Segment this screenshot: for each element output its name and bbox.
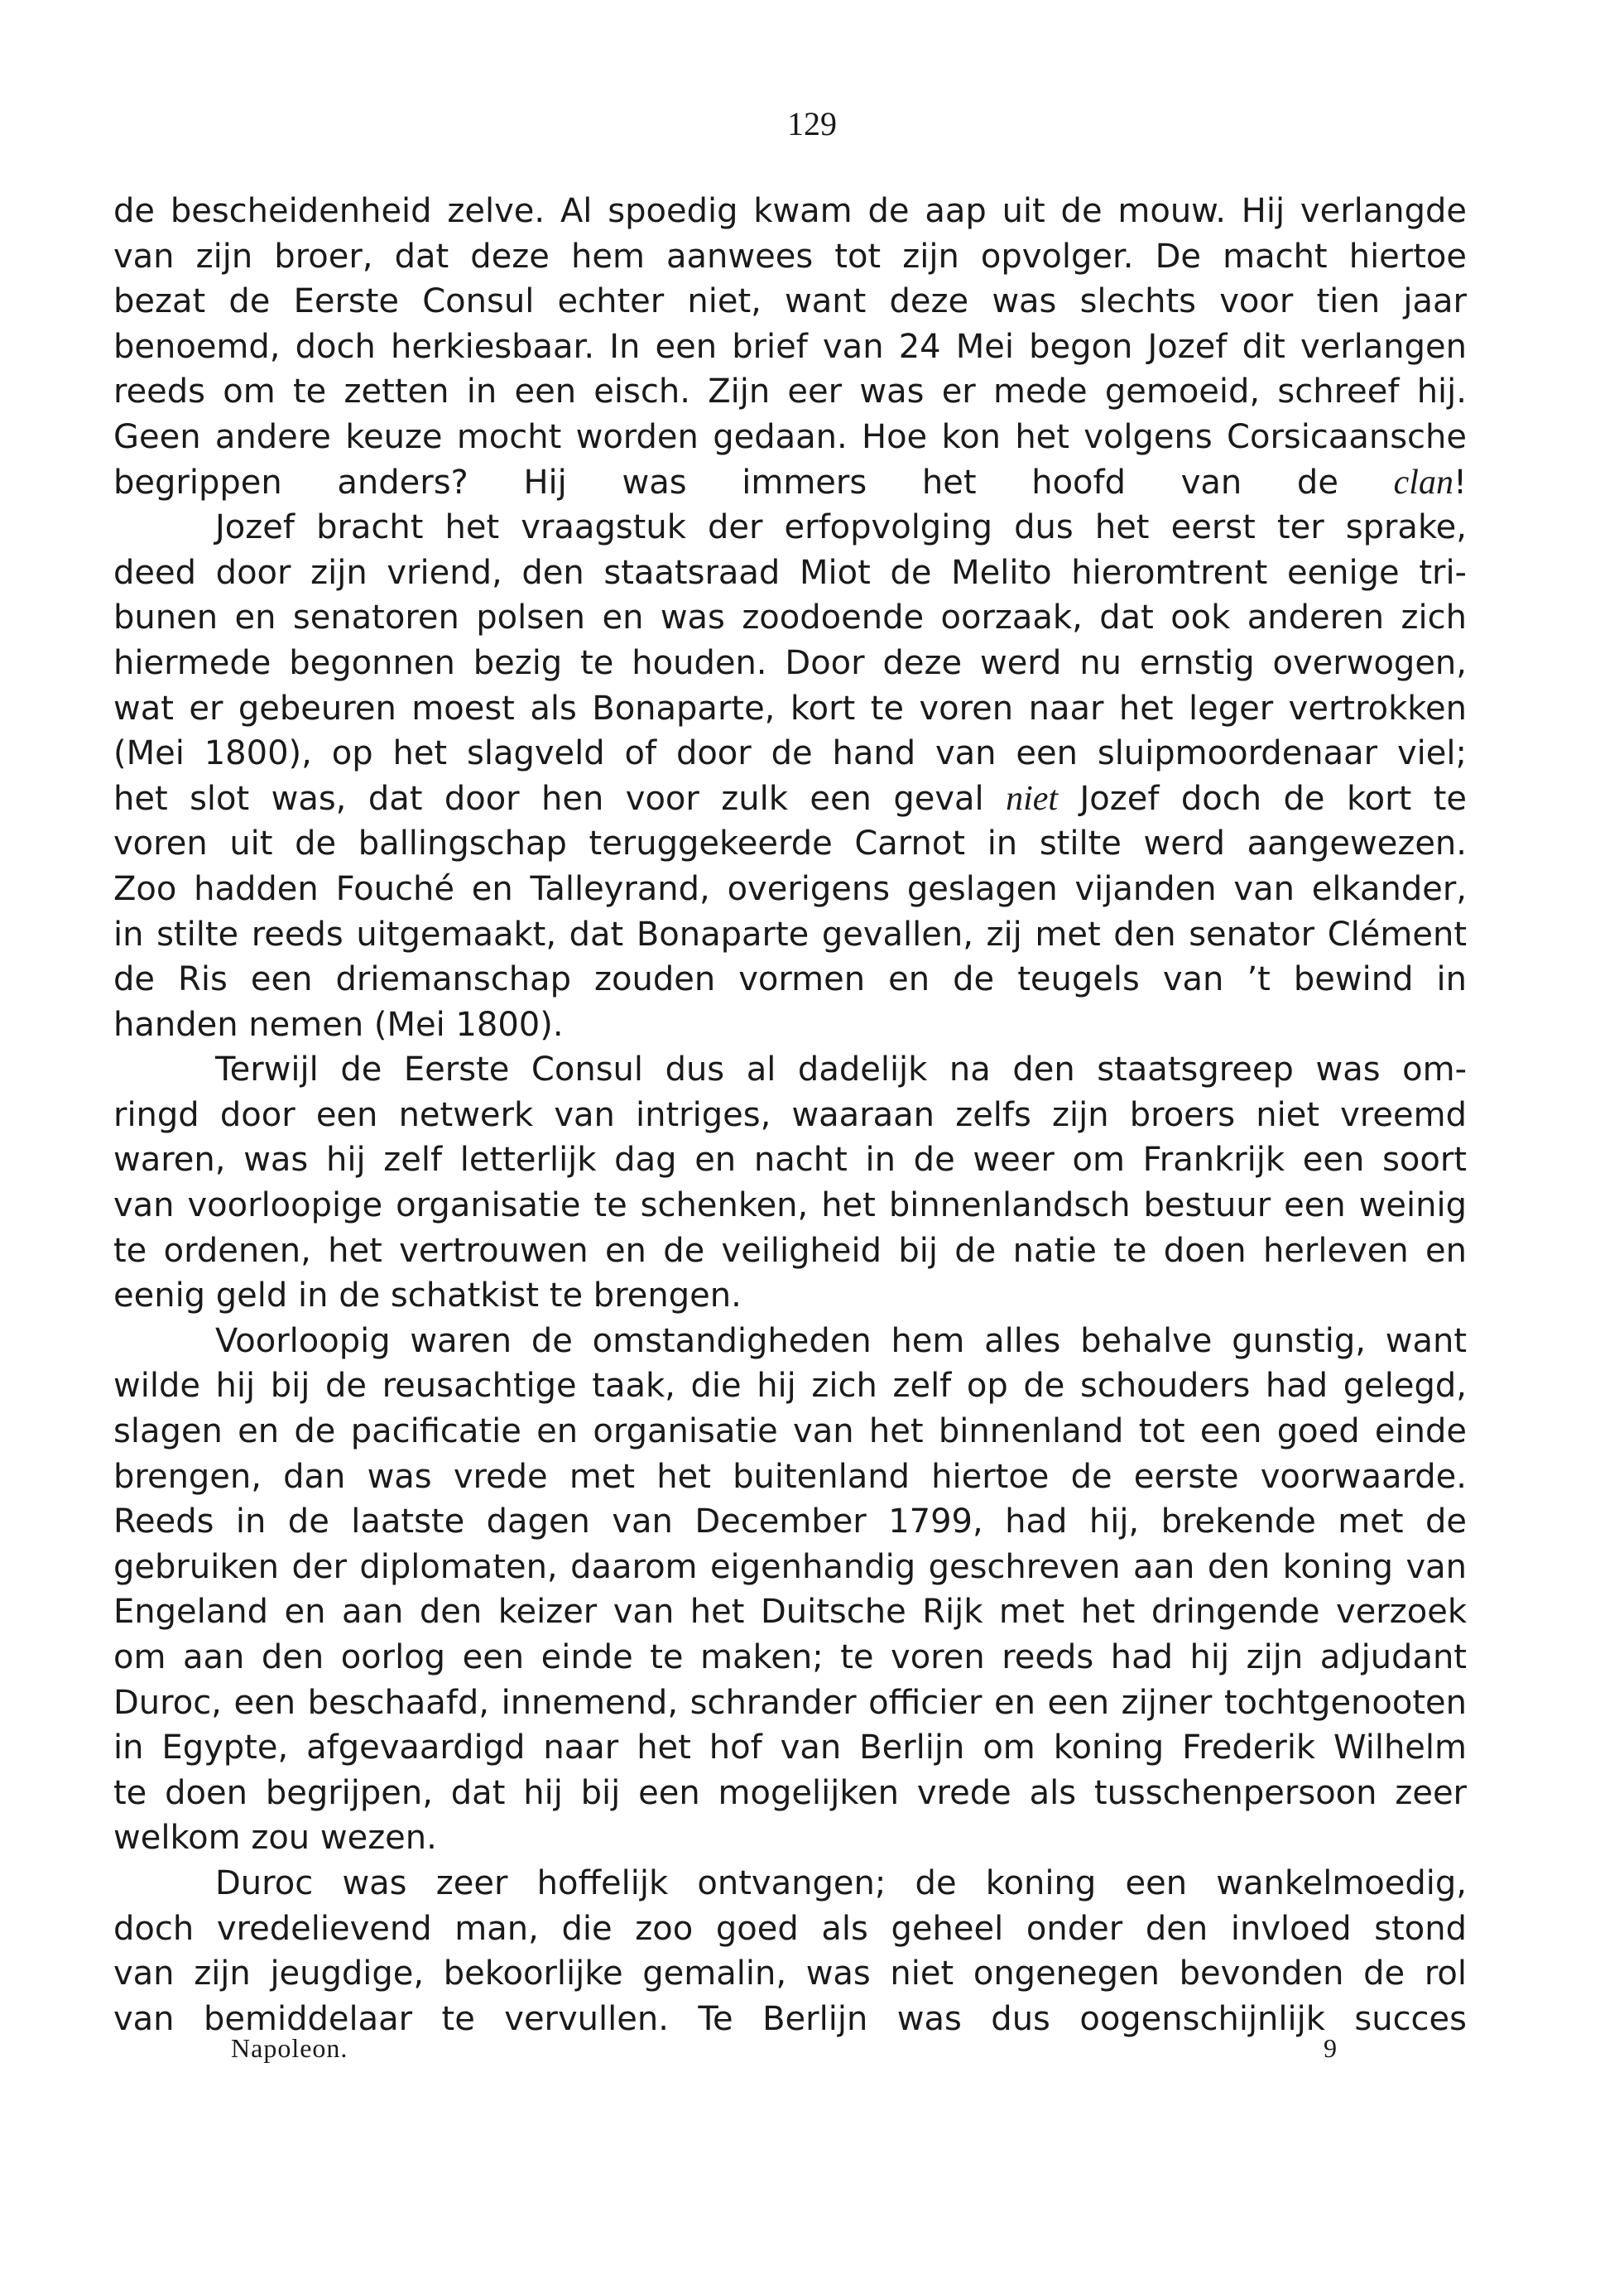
text-line: doch vredelievend man, die zoo goed als geheel onder den invloed stond [113, 1909, 1467, 1948]
text-line: te doen begrijpen, dat hij bij een mogelijken vrede als tusschenpersoon zeer [113, 1773, 1467, 1812]
text-run: Jozef doch de kort te [1058, 779, 1468, 818]
italic-word: clan [1393, 463, 1453, 502]
body-text [113, 189, 1467, 2041]
italic-word: niet [1006, 779, 1059, 818]
paragraph-3 [113, 1047, 1467, 1319]
text-line: Geen andere keuze mocht worden gedaan. Hoe kon het volgens Corsicaansche [113, 417, 1467, 456]
paragraph-2 [113, 505, 1467, 1047]
text-line: te ordenen, het vertrouwen en de veiligheid bij de natie te doen herleven en [113, 1231, 1467, 1270]
text-line: Duroc, een beschaafd, innemend, schrander officier en een zijner tochtgenooten [113, 1683, 1467, 1722]
footer-signature-mark: 9 [1324, 2033, 1337, 2063]
text-line [113, 460, 1467, 506]
paragraph-1 [113, 189, 1467, 505]
text-line: hiermede begonnen bezig te houden. Door deze werd nu ernstig overwogen, [113, 643, 1467, 682]
text-line: van zijn jeugdige, bekoorlijke gemalin, was niet ongenegen bevonden de rol [113, 1954, 1467, 1993]
text-line: de bescheidenheid zelve. Al spoedig kwam de aap uit de mouw. Hij verlangde [113, 192, 1467, 230]
text-line: in Egypte, afgevaardigd naar het hof van Berlijn om koning Frederik Wilhelm [113, 1728, 1467, 1767]
text-line: waren, was hij zelf letterlijk dag en nacht in de weer om Frankrijk een soort [113, 1141, 1467, 1180]
text-line: benoemd, doch herkiesbaar. In een brief van 24 Mei begon Jozef dit verlangen [113, 327, 1467, 366]
text-line: Reeds in de laatste dagen van December 1799, had hij, brekende met de [113, 1503, 1467, 1541]
text-run: het slot was, dat door hen voor zulk een geval [113, 779, 1007, 818]
text-line: Terwijl de Eerste Consul dus al dadelijk na den staatsgreep was om- [215, 1051, 1467, 1089]
text-line: Engeland en aan den keizer van het Duitsche Rijk met het dringende verzoek [113, 1593, 1467, 1632]
text-line: de Ris een driemanschap zouden vormen en de teugels van ’t bewind in [113, 960, 1467, 999]
text-line: bezat de Eerste Consul echter niet, want deze was slechts voor tien jaar [113, 282, 1467, 321]
text-line: Jozef bracht het vraagstuk der erfopvolging dus het eerst ter sprake, [215, 508, 1467, 547]
text-line: wilde hij bij de reusachtige taak, die hij zich zelf op de schouders had gelegd, [113, 1367, 1467, 1406]
text-line [113, 776, 1467, 822]
text-line: eenig geld in de schatkist te brengen. [113, 1277, 742, 1315]
text-line: Duroc was zeer hoffelijk ontvangen; de koning een wankelmoedig, [215, 1863, 1467, 1902]
text-line: van voorloopige organisatie te schenken, het binnenlandsch bestuur een weinig [113, 1186, 1467, 1225]
text-line: van bemiddelaar te vervullen. Te Berlijn was dus oogenschijnlijk succes [113, 1999, 1467, 2038]
text-line: voren uit de ballingschap teruggekeerde Carnot in stilte werd aangewezen. [113, 825, 1467, 863]
page-number: 129 [787, 105, 837, 142]
text-line: bunen en senatoren polsen en was zoodoende oorzaak, dat ook anderen zich [113, 599, 1467, 637]
text-line: deed door zijn vriend, den staatsraad Miot de Melito hieromtrent eenige tri- [113, 553, 1467, 592]
text-line: wat er gebeuren moest als Bonaparte, kort te voren naar het leger vertrokken [113, 689, 1467, 728]
text-line: handen nemen (Mei 1800). [113, 1005, 564, 1044]
text-run: begrippen anders? Hij was immers het hoofd van de [113, 463, 1394, 502]
text-line: Voorloopig waren de omstandigheden hem alles behalve gunstig, want [215, 1321, 1467, 1360]
text-run: ! [1453, 463, 1467, 502]
text-line: om aan den oorlog een einde te maken; te voren reeds had hij zijn adjudant [113, 1638, 1467, 1676]
text-line: ringd door een netwerk van intriges, waaraan zelfs zijn broers niet vreemd [113, 1095, 1467, 1134]
text-line: (Mei 1800), op het slagveld of door de hand van een sluipmoordenaar viel; [113, 734, 1467, 773]
paragraph-4 [113, 1319, 1467, 1861]
text-line: welkom zou wezen. [113, 1819, 437, 1858]
paragraph-5 [113, 1861, 1467, 2041]
text-line: van zijn broer, dat deze hem aanwees tot zijn opvolger. De macht hiertoe [113, 237, 1467, 276]
footer-book-title: Napoleon. [231, 2033, 348, 2063]
text-line: reeds om te zetten in een eisch. Zijn eer was er mede gemoeid, schreef hij. [113, 373, 1467, 411]
text-line: in stilte reeds uitgemaakt, dat Bonaparte gevallen, zij met den senator Clément [113, 915, 1467, 954]
text-line: Zoo hadden Fouché en Talleyrand, overigens geslagen vijanden van elkander, [113, 869, 1467, 908]
text-line: slagen en de pacificatie en organisatie van het binnenland tot een goed einde [113, 1412, 1467, 1451]
text-line: gebruiken der diplomaten, daarom eigenhandig geschreven aan den koning van [113, 1547, 1467, 1586]
text-line: brengen, dan was vrede met het buitenland hiertoe de eerste voorwaarde. [113, 1457, 1467, 1496]
